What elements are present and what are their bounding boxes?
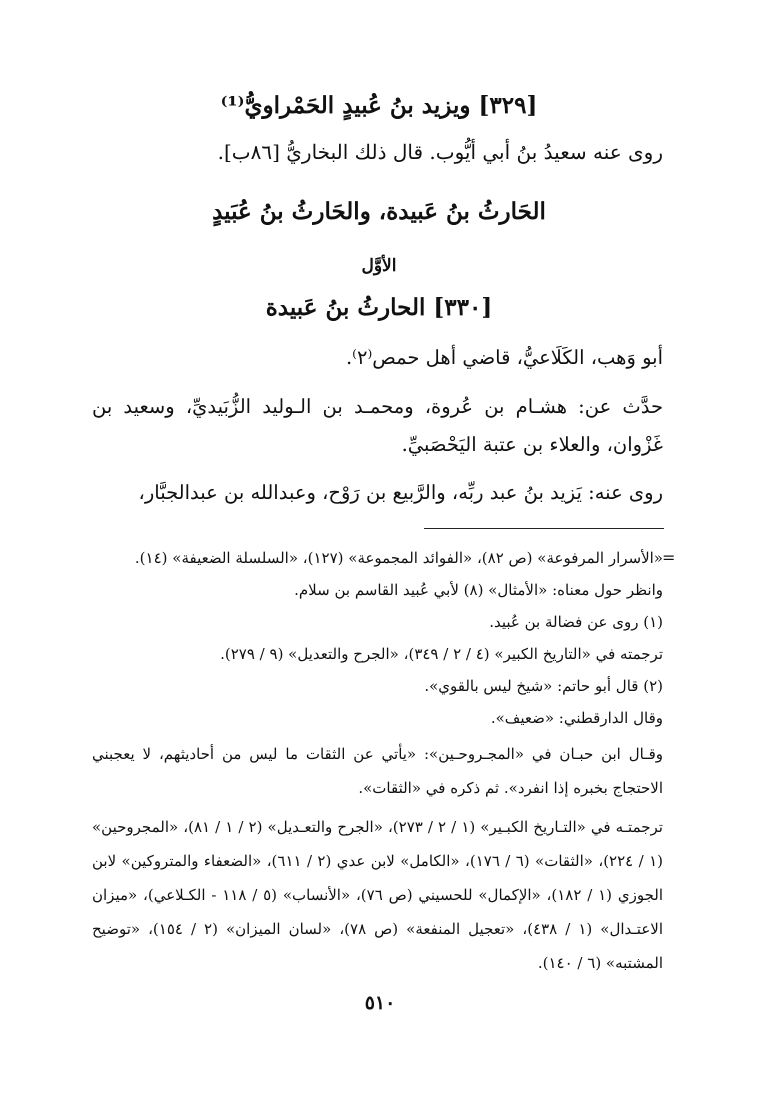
footnote-line: ترجمتـه في «التـاريخ الكبـير» (١ / ٢ / ٢٧٣)، «الجرح والتعـديل» (٢ / ١ / ٨١)، «المجروحين» (١ / ٢٢٤)، «الثقات» (٦ / ١٧٦)، «الكامل» لابن عدي (٢ / ٦١١)، «الضعفاء والمتروكين» لابن الجوزي (١ / ١٨٢)، «الإكمال» للحسيني (ص ٧٦)، «الأنساب» (٥ / ١١٨ - الكـلاعي)، «ميزان الاعتـدال» (١ / ٤٣٨)، «تعجيل المنفعة» (ص ٧٨)، «لسان الميزان» (٢ / ١٥٤)، «توضيح المشتبه» (٦ / ١٤٠). xyxy=(92,818,663,972)
entry-330-kunya: أبو وَهب، الكَلَاعيُّ، قاضي أهل حمص⁽٢⁾. xyxy=(345,346,663,369)
entry-330-heading: [٣٣٠] الحارثُ بنُ عَبيدة xyxy=(265,294,493,321)
entry-330-narrated-from: حدَّث عن: هشـام بن عُروة، ومحمـد بن الـوليد الزُّبَيديِّ، وسعيد بن غَزْوان، والعلاء بن عتبة اليَحْصَبيِّ. xyxy=(92,395,663,456)
footnote-line: وانظر حول معناه: «الأمثال» (٨) لأبي عُبيد القاسم بن سلام. xyxy=(294,581,663,599)
footnote-line: ترجمته في «التاريخ الكبير» (٤ / ٢ / ٣٤٩)، «الجرح والتعديل» (٩ / ٢٧٩). xyxy=(220,645,663,663)
footnote-line: «الأسرار المرفوعة» (ص ٨٢)، «الفوائد المجموعة» (١٢٧)، «السلسلة الضعيفة» (١٤). xyxy=(134,549,663,567)
entry-329-heading: [٣٢٩] ويزيد بنُ عُبيدٍ الحَمْراويُّ⁽¹⁾ xyxy=(220,92,538,119)
page-number: ٥١٠ xyxy=(364,992,396,1014)
footnote-line: (٢) قال أبو حاتم: «شيخ ليس بالقوي». xyxy=(424,677,663,695)
footnote-line: (١) روى عن فضالة بن عُبيد. xyxy=(489,613,663,631)
entry-330-narrated-by: روى عنه: يَزيد بنُ عبد ربِّه، والرَّبيع بن رَوْح، وعبدالله بن عبدالجبَّار، xyxy=(138,481,663,504)
footnote-line: وقال الدارقطني: «ضعيف». xyxy=(490,709,663,727)
section-subheading: الأوَّل xyxy=(361,256,397,276)
entry-329-narration: روى عنه سعيدُ بنُ أبي أيُّوب. قال ذلك البخاريُّ [٨٦ب]. xyxy=(217,140,663,164)
footnote-line: وقـال ابن حبـان في «المجـروحـين»: «يأتي عن الثقات ما ليس من أحاديثهم، لا يعجبني الاحتجاج بخبره إذا انفرد». ثم ذكره في «الثقات». xyxy=(92,745,664,797)
section-heading: الحَارثُ بنُ عَبيدة، والحَارثُ بنُ عُبَيدٍ xyxy=(212,198,546,225)
footnote-separator xyxy=(424,528,664,529)
footnote-continuation-marker: = xyxy=(662,548,676,567)
footnotes xyxy=(92,545,663,985)
